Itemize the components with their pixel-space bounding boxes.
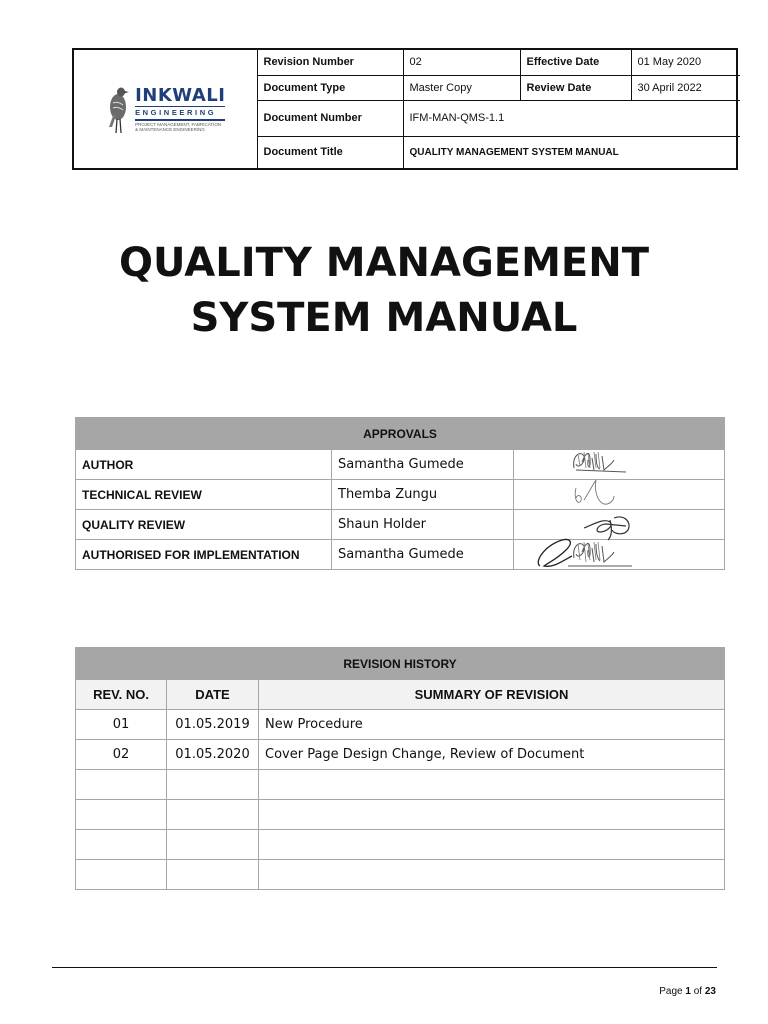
column-header-date: DATE [167, 680, 259, 710]
logo-name: INKWALI [135, 84, 226, 106]
company-logo [74, 50, 257, 168]
summary-cell: New Procedure [259, 710, 725, 740]
date-cell [167, 860, 259, 890]
approval-role: TECHNICAL REVIEW [76, 480, 332, 510]
column-header-rev-no: REV. NO. [76, 680, 167, 710]
page-title-line-2: SYSTEM MANUAL [190, 295, 578, 341]
rev-no-cell: 01 [76, 710, 167, 740]
approval-name: Samantha Gumede [332, 540, 514, 570]
approval-name: Shaun Holder [332, 510, 514, 540]
date-cell [167, 770, 259, 800]
table-row [76, 830, 725, 860]
rev-no-cell [76, 800, 167, 830]
revision-history-table [75, 647, 725, 890]
bird-logo-icon [105, 83, 131, 135]
approval-name: Themba Zungu [332, 480, 514, 510]
date-cell [167, 830, 259, 860]
approval-row [76, 540, 725, 570]
date-cell: 01.05.2020 [167, 740, 259, 770]
date-cell [167, 800, 259, 830]
approval-signature-cell [514, 540, 725, 570]
of-word: of [693, 986, 703, 997]
table-row [76, 740, 725, 770]
page-total: 23 [704, 986, 716, 997]
page-title [0, 236, 768, 346]
effective-date-label: Effective Date [520, 50, 631, 75]
approvals-heading: APPROVALS [76, 418, 725, 450]
revision-number-label: Revision Number [257, 50, 403, 75]
revision-history-heading: REVISION HISTORY [76, 648, 725, 680]
document-control-header [72, 48, 738, 170]
rev-no-cell [76, 860, 167, 890]
page-word: Page [659, 986, 683, 997]
logo-tagline-1: PROJECT MANAGEMENT, FABRICATION [135, 121, 222, 127]
page-title-line-1: QUALITY MANAGEMENT [119, 240, 649, 286]
approval-name: Samantha Gumede [332, 450, 514, 480]
rev-no-cell [76, 770, 167, 800]
document-type-value: Master Copy [403, 75, 520, 100]
document-title-value: QUALITY MANAGEMENT SYSTEM MANUAL [403, 136, 740, 168]
table-row [76, 800, 725, 830]
signature-authorised [514, 532, 725, 578]
logo-subtitle: ENGINEERING [135, 108, 217, 117]
rev-no-cell [76, 830, 167, 860]
table-row [76, 860, 725, 890]
summary-cell [259, 800, 725, 830]
review-date-value: 30 April 2022 [631, 75, 740, 100]
effective-date-value: 01 May 2020 [631, 50, 740, 75]
revision-number-value: 02 [403, 50, 520, 75]
approval-role: AUTHORISED FOR IMPLEMENTATION [76, 540, 332, 570]
document-title-label: Document Title [257, 136, 403, 168]
logo-tagline-2: & MAINTENANCE ENGINEERING [135, 126, 205, 132]
approval-role: QUALITY REVIEW [76, 510, 332, 540]
approval-role: AUTHOR [76, 450, 332, 480]
table-row [76, 710, 725, 740]
page-current: 1 [685, 986, 691, 997]
page-number [659, 986, 716, 997]
table-row [76, 770, 725, 800]
summary-cell [259, 770, 725, 800]
document-number-value: IFM-MAN-QMS-1.1 [403, 100, 740, 136]
summary-cell [259, 830, 725, 860]
rev-no-cell: 02 [76, 740, 167, 770]
column-header-summary: SUMMARY OF REVISION [259, 680, 725, 710]
document-number-label: Document Number [257, 100, 403, 136]
document-type-label: Document Type [257, 75, 403, 100]
approvals-table [75, 417, 725, 570]
review-date-label: Review Date [520, 75, 631, 100]
footer-divider [52, 967, 717, 968]
summary-cell: Cover Page Design Change, Review of Document [259, 740, 725, 770]
summary-cell [259, 860, 725, 890]
date-cell: 01.05.2019 [167, 710, 259, 740]
